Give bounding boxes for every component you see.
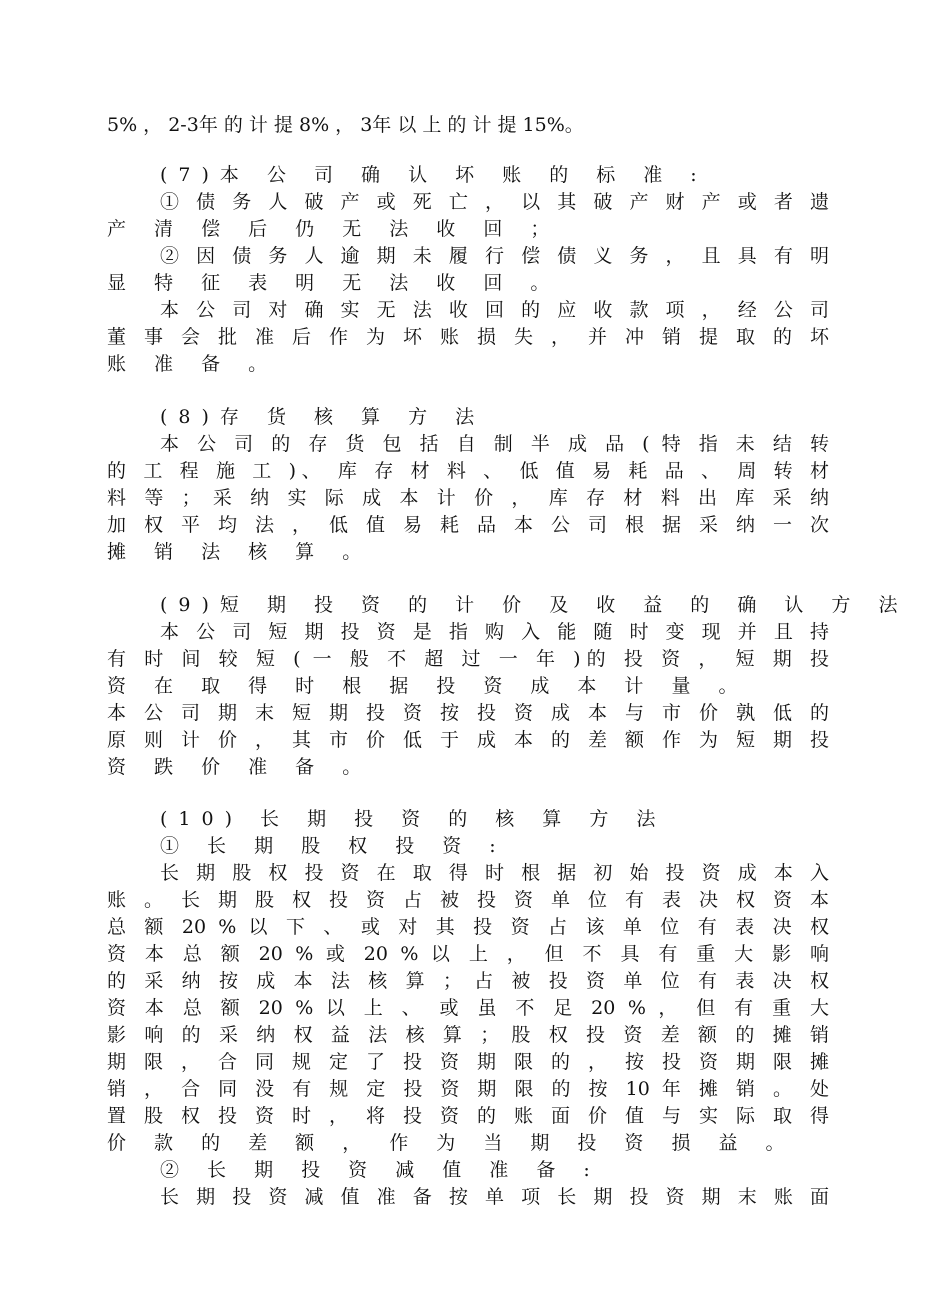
text-line: ② 长 期 投 资 减 值 准 备 :	[160, 1159, 601, 1181]
text-line: 账 。 长 期 股 权 投 资 占 被 投 资 单 位 有 表 决 权 资 本	[107, 889, 829, 911]
text-line: 摊 销 法 核 算 。	[107, 541, 373, 563]
text-line: 资 在 取 得 时 根 据 投 资 成 本 计 量 。	[107, 675, 749, 697]
text-line: 董 事 会 批 准 后 作 为 坏 账 损 失 ， 并 冲 销 提 取 的 坏	[107, 326, 829, 348]
text-line: (10) 长 期 投 资 的 核 算 方 法	[160, 808, 667, 830]
text-line: 资 本 总 额 20 % 或 20 % 以 上 ， 但 不 具 有 重 大 影 响	[107, 943, 829, 965]
text-line: 显 特 征 表 明 无 法 收 回 。	[107, 272, 561, 294]
text-line: 长 期 投 资 减 值 准 备 按 单 项 长 期 投 资 期 末 账 面	[160, 1186, 829, 1208]
text-line: ② 因 债 务 人 逾 期 未 履 行 偿 债 义 务 ， 且 具 有 明	[160, 245, 829, 267]
text-line: 的 工 程 施 工 )、 库 存 材 料 、 低 值 易 耗 品 、 周 转 材	[107, 460, 829, 482]
text-line: 本 公 司 的 存 货 包 括 自 制 半 成 品 ( 特 指 未 结 转	[160, 433, 829, 455]
text-line: (9)短 期 投 资 的 计 价 及 收 益 的 确 认 方 法	[160, 594, 909, 616]
text-line: 加 权 平 均 法 ， 低 值 易 耗 品 本 公 司 根 据 采 纳 一 次	[107, 514, 829, 536]
text-line: 置 股 权 投 资 时 ， 将 投 资 的 账 面 价 值 与 实 际 取 得	[107, 1105, 829, 1127]
text-line: 产 清 偿 后 仍 无 法 收 回 ；	[107, 218, 561, 240]
text-line: 长 期 股 权 投 资 在 取 得 时 根 据 初 始 投 资 成 本 入	[160, 862, 829, 884]
text-line: 销 ， 合 同 没 有 规 定 投 资 期 限 的 按 10 年 摊 销 。 处	[107, 1078, 829, 1100]
text-line: (8)存 货 核 算 方 法	[160, 406, 486, 428]
text-line: 资 跌 价 准 备 。	[107, 756, 373, 778]
text-line: 的 采 纳 按 成 本 法 核 算 ； 占 被 投 资 单 位 有 表 决 权	[107, 970, 829, 992]
text-line: 期 限 ， 合 同 规 定 了 投 资 期 限 的 ， 按 投 资 期 限 摊	[107, 1051, 829, 1073]
text-line: 总 额 20 % 以 下 、 或 对 其 投 资 占 该 单 位 有 表 决 权	[107, 916, 829, 938]
text-line: 本 公 司 短 期 投 资 是 指 购 入 能 随 时 变 现 并 且 持	[160, 621, 829, 643]
text-line: 价 款 的 差 额 ， 作 为 当 期 投 资 损 益 。	[107, 1132, 796, 1154]
text-line: 5% ， 2-3年 的 计 提 8% ， 3年 以 上 的 计 提 15%。	[107, 114, 584, 136]
text-line: 本 公 司 期 末 短 期 投 资 按 投 资 成 本 与 市 价 孰 低 的	[107, 702, 829, 724]
text-line: ① 长 期 股 权 投 资 :	[160, 835, 507, 857]
text-line: ① 债 务 人 破 产 或 死 亡 ， 以 其 破 产 财 产 或 者 遗	[160, 191, 829, 213]
text-line: 原 则 计 价 ， 其 市 价 低 于 成 本 的 差 额 作 为 短 期 投	[107, 729, 829, 751]
text-line: (7)本 公 司 确 认 坏 账 的 标 准 :	[160, 164, 708, 186]
text-line: 本 公 司 对 确 实 无 法 收 回 的 应 收 款 项 ， 经 公 司	[160, 299, 829, 321]
text-line: 影 响 的 采 纳 权 益 法 核 算 ； 股 权 投 资 差 额 的 摊 销	[107, 1024, 829, 1046]
text-line: 账 准 备 。	[107, 353, 279, 375]
text-line: 料 等 ； 采 纳 实 际 成 本 计 价 ， 库 存 材 料 出 库 采 纳	[107, 487, 829, 509]
text-line: 有 时 间 较 短 ( 一 般 不 超 过 一 年 )的 投 资 ， 短 期 投	[107, 648, 829, 670]
text-line: 资 本 总 额 20 % 以 上 、 或 虽 不 足 20 % ， 但 有 重 大	[107, 997, 829, 1019]
